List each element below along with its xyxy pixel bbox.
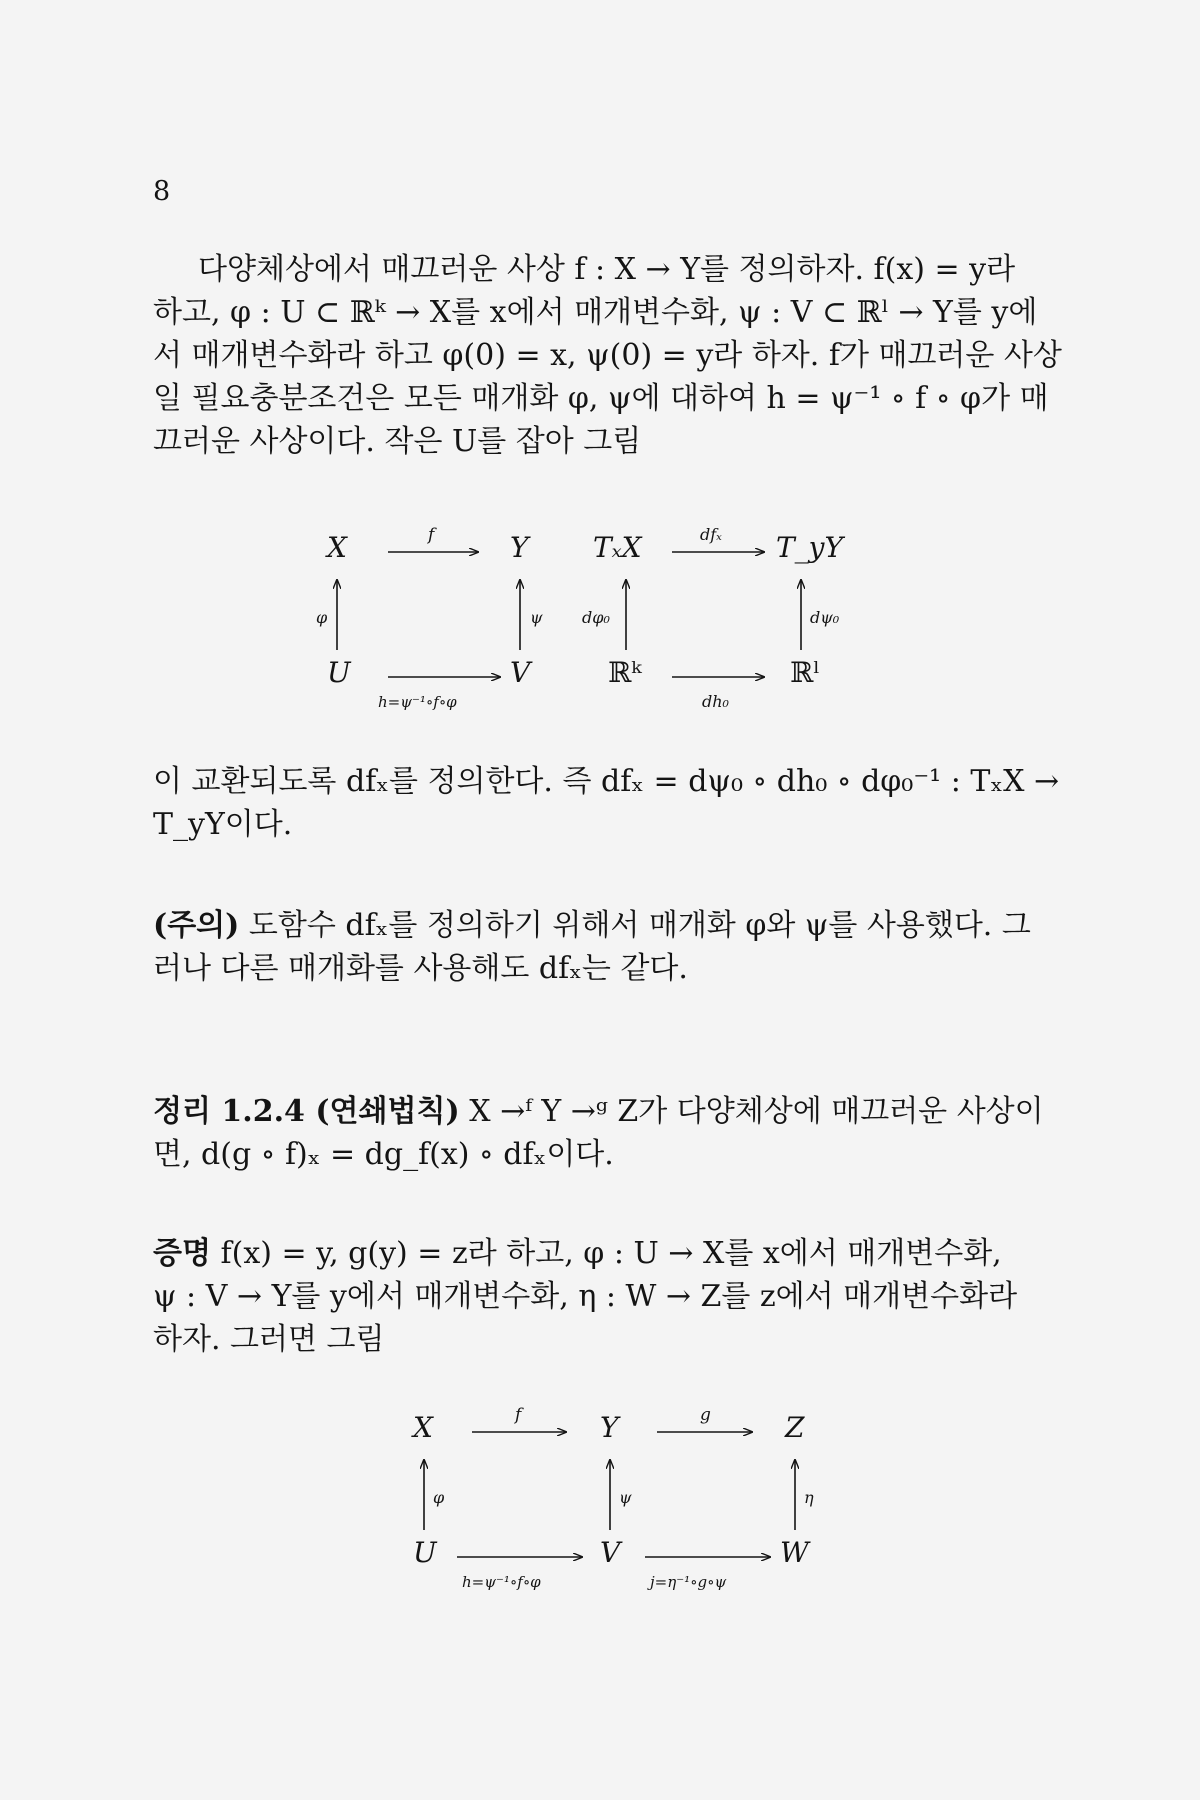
remark-label: (주의): [153, 908, 240, 943]
commutative-diagram-2: [0, 1400, 1200, 1610]
paragraph-definition: [153, 248, 1063, 463]
text-line: 도함수 dfₓ를 정의하기 위해서 매개화 φ와 ψ를 사용했다. 그: [239, 908, 1031, 943]
theorem-label: 정리 1.2.4 (연쇄법칙): [153, 1094, 460, 1129]
label-psi: ψ: [530, 608, 543, 627]
label-phi: φ: [433, 1488, 445, 1507]
text-line: 이 교환되도록 dfₓ를 정의한다. 즉 dfₓ = dψ₀ ∘ dh₀ ∘ dφ₀⁻¹ : TₓX →: [153, 764, 1060, 799]
theorem-chain-rule: [153, 1090, 1063, 1176]
text-line: 다양체상에서 매끄러운 사상 f : X → Y를 정의하자. f(x) = y라: [198, 252, 1016, 287]
text-line: 서 매개변수화라 하고 φ(0) = x, ψ(0) = y라 하자. f가 매끄러운 사상: [153, 338, 1062, 373]
node-V: V: [600, 1536, 621, 1569]
node-Rl: ℝˡ: [790, 656, 821, 689]
text-line: T_yY이다.: [153, 807, 293, 842]
node-Y: Y: [510, 531, 529, 564]
text-line: ψ : V → Y를 y에서 매개변수화, η : W → Z를 z에서 매개변수화라: [153, 1279, 1018, 1314]
node-U: U: [327, 656, 351, 689]
node-U: U: [413, 1536, 437, 1569]
label-psi: ψ: [619, 1488, 632, 1507]
label-h: h=ψ⁻¹∘f∘φ: [462, 1573, 541, 1591]
label-f: f: [428, 525, 435, 545]
page-number: 8: [153, 176, 171, 207]
text-line: 러나 다른 매개화를 사용해도 dfₓ는 같다.: [153, 951, 688, 986]
label-g: g: [700, 1405, 711, 1425]
text-line: 면, d(g ∘ f)ₓ = dg_f(x) ∘ dfₓ이다.: [153, 1137, 614, 1172]
commutative-diagram-1: [0, 520, 1200, 730]
node-V: V: [510, 656, 531, 689]
node-Y: Y: [600, 1411, 619, 1444]
label-eta: η: [804, 1488, 814, 1507]
text-line: f(x) = y, g(y) = z라 하고, φ : U → X를 x에서 매개변수화,: [210, 1236, 1002, 1271]
proof: [153, 1232, 1063, 1361]
remark: [153, 904, 1063, 990]
proof-label: 증명: [153, 1236, 211, 1271]
node-Rk: ℝᵏ: [608, 656, 642, 689]
label-j: j=η⁻¹∘g∘ψ: [650, 1573, 727, 1591]
node-X: X: [413, 1411, 433, 1444]
label-f: f: [515, 1405, 522, 1425]
node-Z: Z: [785, 1411, 805, 1444]
label-dphi0: dφ₀: [582, 608, 610, 627]
node-TxX: TₓX: [593, 531, 642, 564]
label-h: h=ψ⁻¹∘f∘φ: [378, 693, 457, 711]
text-line: 일 필요충분조건은 모든 매개화 φ, ψ에 대하여 h = ψ⁻¹ ∘ f ∘ φ가 매: [153, 381, 1049, 416]
label-dh0: dh₀: [702, 692, 729, 711]
node-X: X: [327, 531, 347, 564]
text-line: 하자. 그러면 그림: [153, 1322, 385, 1357]
node-W: W: [780, 1536, 809, 1569]
paragraph-derivative: [153, 760, 1063, 846]
text-line: 하고, φ : U ⊂ ℝᵏ → X를 x에서 매개변수화, ψ : V ⊂ ℝˡ → Y를 y에: [153, 295, 1038, 330]
node-TyY: T_yY: [776, 531, 843, 564]
label-phi: φ: [316, 608, 328, 627]
label-dfx: dfₓ: [700, 525, 722, 544]
text-line: 끄러운 사상이다. 작은 U를 잡아 그림: [153, 424, 642, 459]
text-line: X →ᶠ Y →ᵍ Z가 다양체상에 매끄러운 사상이: [459, 1094, 1044, 1129]
label-dpsi0: dψ₀: [810, 608, 840, 627]
